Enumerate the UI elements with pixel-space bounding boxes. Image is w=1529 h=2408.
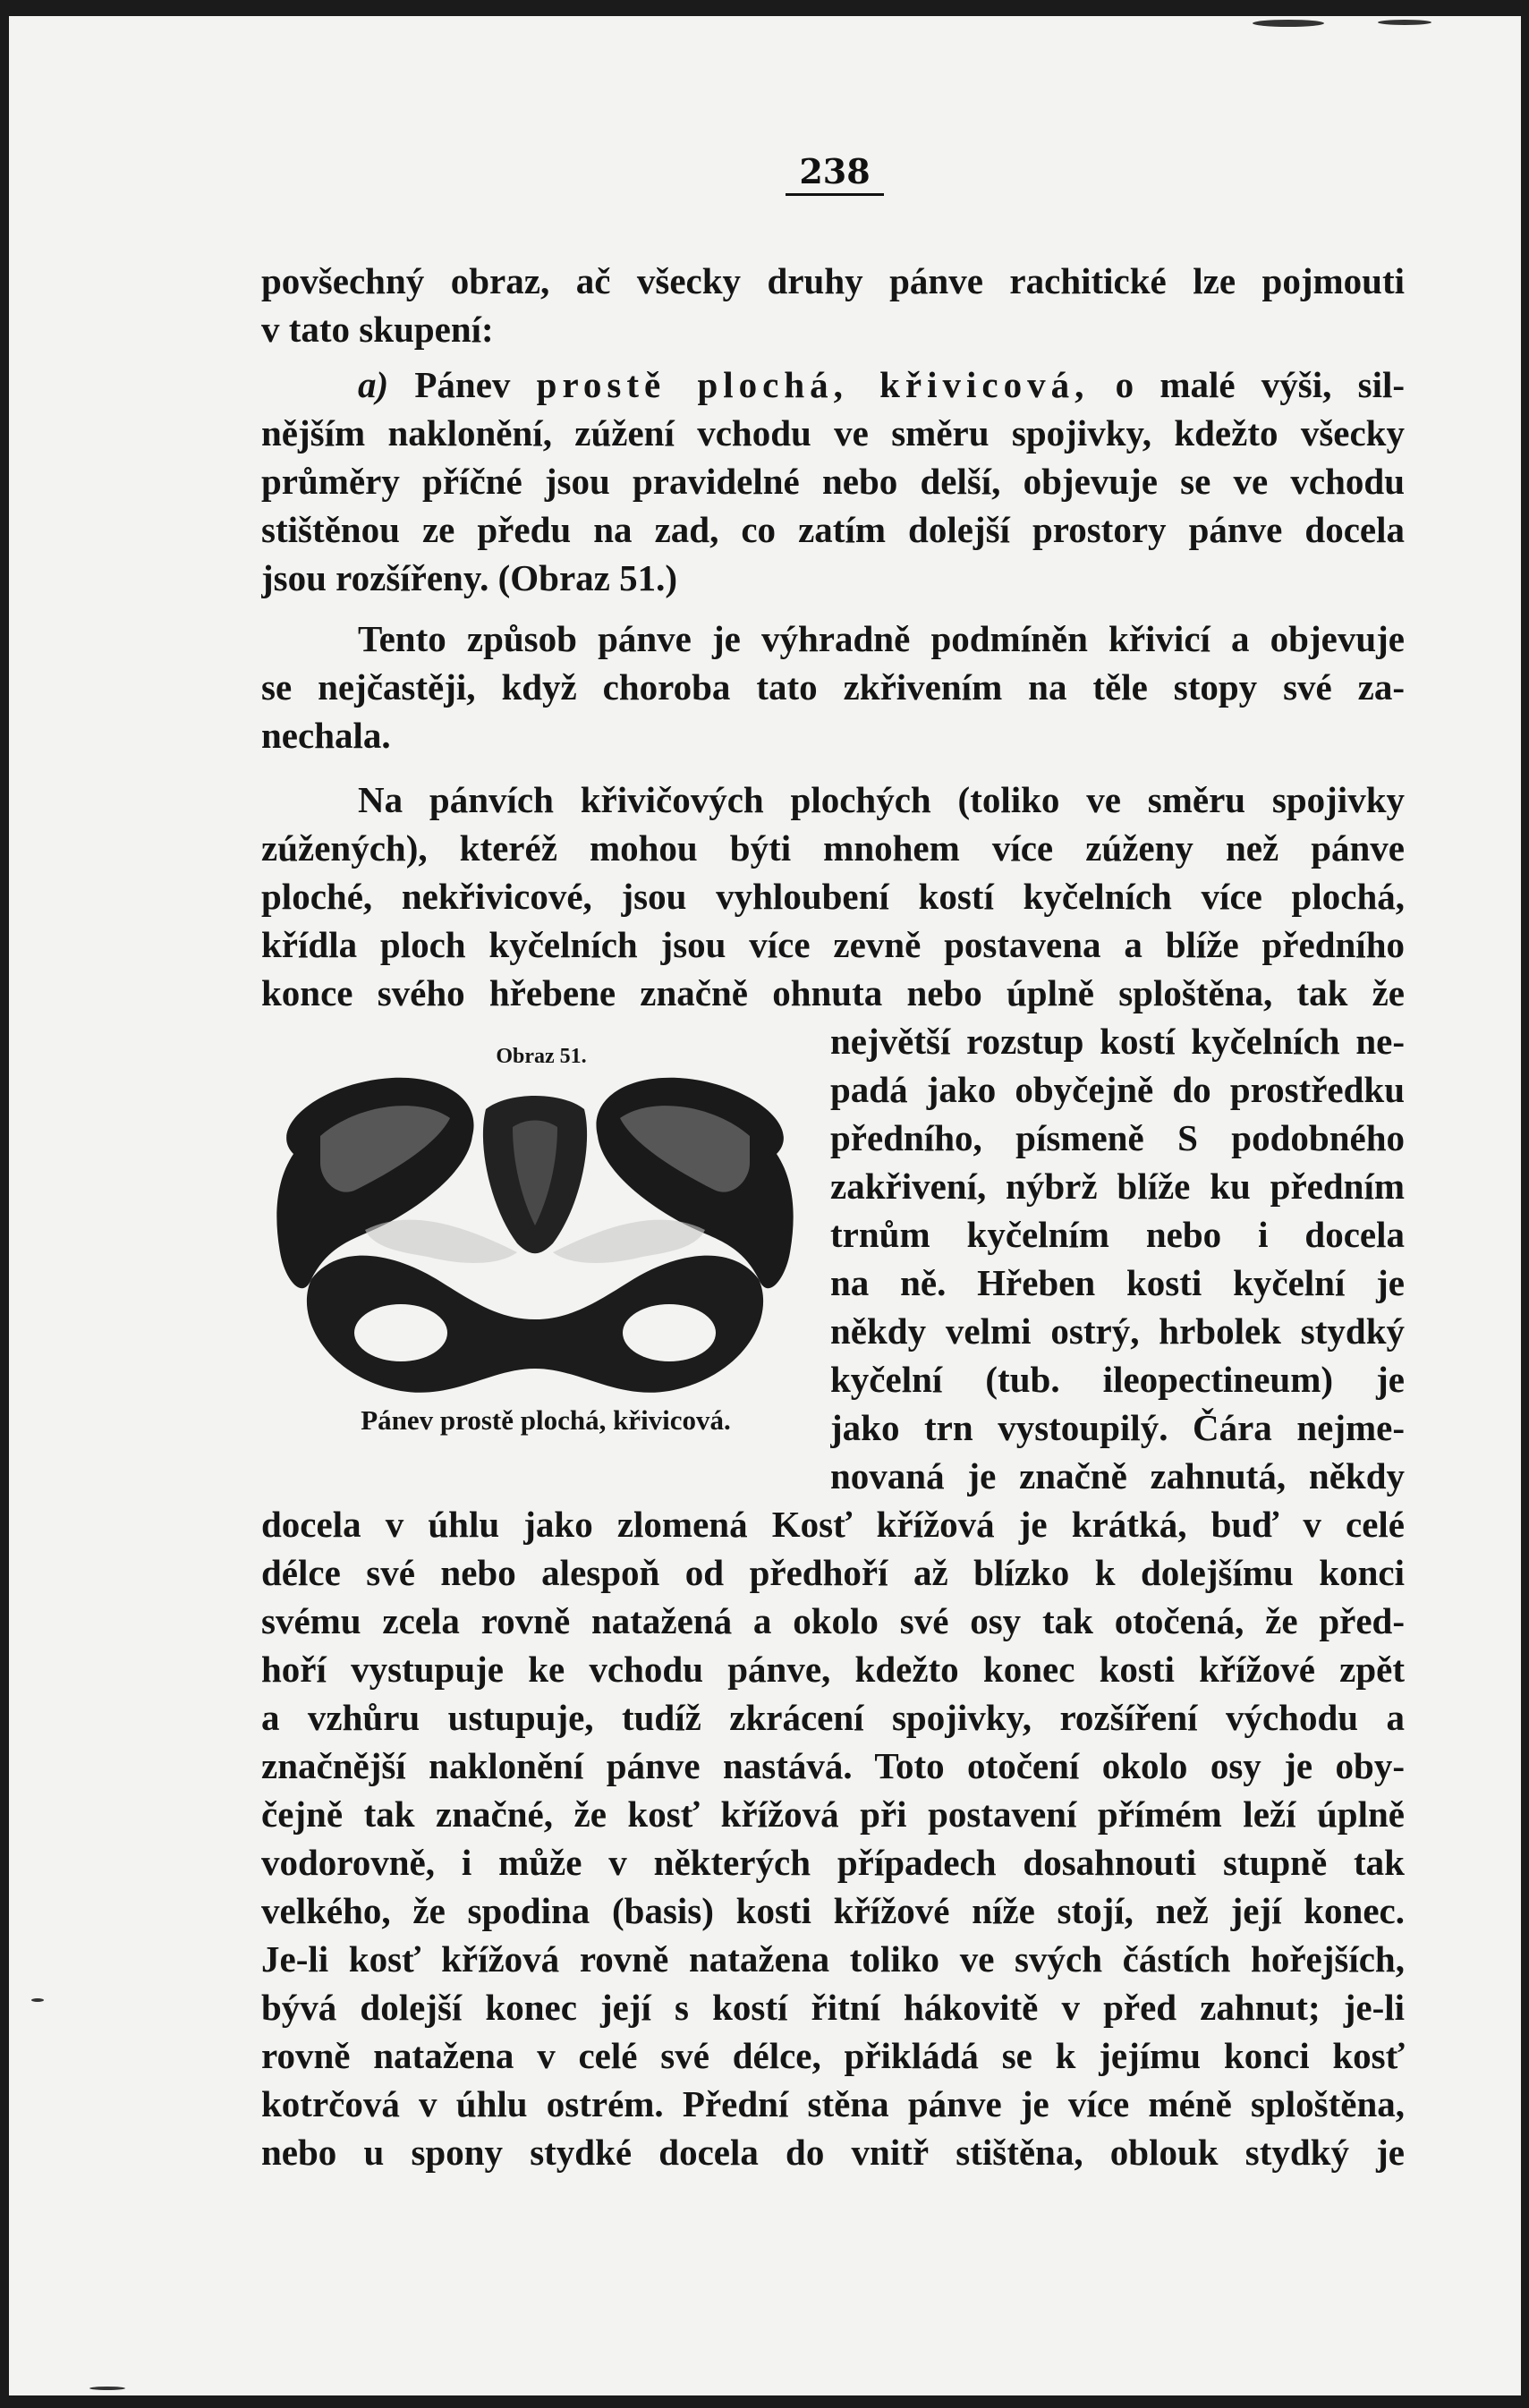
text-line: zakřivení, nýbrž blíže ku předním: [830, 1166, 1405, 1207]
text-line: Je-li kosť křížová rovně natažena toliko ve svých částích hořejších,: [261, 1938, 1405, 1980]
text-line: zúžených), kteréž mohou býti mnohem více zúženy než pánve: [261, 827, 1405, 869]
text-line: povšechný obraz, ač všecky druhy pánve rachitické lze pojmouti: [261, 260, 1405, 301]
text-line: novaná je značně zahnutá, někdy: [830, 1455, 1405, 1497]
scan-speck: [1253, 20, 1324, 27]
text-line: padá jako obyčejně do prostředku: [830, 1069, 1405, 1110]
text-line: hoří vystupuje ke vchodu pánve, kdežto konec kosti křížové zpět: [261, 1649, 1405, 1690]
right-obturator-foramen: [623, 1304, 716, 1361]
text-line: čejně tak značné, že kosť křížová při postavení přímém leží úplně: [261, 1793, 1405, 1835]
text-line: nechala.: [261, 715, 391, 756]
page-number: 238: [786, 152, 884, 196]
scan-speck: [31, 1998, 44, 2002]
text-line: jsou rozšířeny. (Obraz 51.): [261, 557, 677, 598]
list-marker: a): [358, 364, 389, 405]
text-line: trnům kyčelním nebo i docela: [830, 1214, 1405, 1255]
text-line: kotrčová v úhlu ostrém. Přední stěna pánve je více méně sploštěna,: [261, 2083, 1405, 2124]
text-line: vodorovně, i může v některých případech dosahnouti stupně tak: [261, 1842, 1405, 1883]
text-line: jako trn vystoupilý. Čára nejme-: [830, 1407, 1405, 1448]
spaced-term: prostě plochá, křivicová,: [536, 364, 1090, 405]
figure-label: Obraz 51.: [496, 1045, 587, 1068]
scan-speck: [1378, 20, 1431, 25]
text-line: v tato skupení:: [261, 309, 494, 350]
text-line: průměry příčné jsou pravidelné nebo delší, objevuje se ve vchodu: [261, 461, 1405, 502]
text-line: největší rozstup kostí kyčelních ne-: [830, 1021, 1405, 1062]
paragraph-a-first-line: [358, 361, 1405, 410]
left-obturator-foramen: [354, 1304, 447, 1361]
text-line: nějším naklonění, zúžení vchodu ve směru spojivky, kdežto všecky: [261, 412, 1405, 454]
text-line: někdy velmi ostrý, hrbolek stydký: [830, 1310, 1405, 1352]
text-line: ploché, nekřivicové, jsou vyhloubení kostí kyčelních více plochá,: [261, 876, 1405, 917]
text-line: se nejčastěji, když choroba tato zkřivením na těle stopy své za-: [261, 666, 1405, 708]
figure-caption: Pánev prostě plochá, křivicová.: [361, 1404, 731, 1436]
text-line: kyčelní (tub. ileopectineum) je: [830, 1359, 1405, 1400]
text-line: křídla ploch kyčelních jsou více zevně postavena a blíže předního: [261, 924, 1405, 965]
text-line: na ně. Hřeben kosti kyčelní je: [830, 1262, 1405, 1303]
text-line: Tento způsob pánve je výhradně podmíněn křivicí a objevuje: [358, 618, 1405, 659]
text-line: značnější naklonění pánve nastává. Toto otočení okolo osy je oby-: [261, 1745, 1405, 1786]
text-line: svému zcela rovně natažená a okolo své osy tak otočená, že před-: [261, 1600, 1405, 1641]
text-line: velkého, že spodina (basis) kosti křížové níže stojí, než její konec.: [261, 1890, 1405, 1931]
text-line: předního, písmeně S podobného: [830, 1117, 1405, 1158]
text-line: rovně natažena v celé své délce, přikládá se k jejímu konci kosť: [261, 2035, 1405, 2076]
lead-word: Pánev: [414, 364, 511, 405]
text-line: Na pánvích křivičových plochých (toliko ve směru spojivky: [358, 779, 1405, 820]
text-line: a vzhůru ustupuje, tudíž zkrácení spojivky, rozšíření východu a: [261, 1697, 1405, 1738]
scan-speck: [89, 2387, 125, 2390]
text-line: stištěnou ze předu na zad, co zatím dolejší prostory pánve docela: [261, 509, 1405, 550]
line-rest: o malé výši, sil-: [1115, 364, 1405, 405]
text-line: nebo u spony stydké docela do vnitř stištěna, oblouk stydký je: [261, 2132, 1405, 2173]
text-line: délce své nebo alespoň od předhoří až blízko k dolejšímu konci: [261, 1552, 1405, 1593]
text-line: bývá dolejší konec její s kostí řitní hákovitě v před zahnut; je-li: [261, 1987, 1405, 2028]
text-line: docela v úhlu jako zlomená Kosť křížová je krátká, buď v celé: [261, 1504, 1405, 1545]
pelvis-illustration-icon: [258, 1073, 812, 1400]
text-line: konce svého hřebene značně ohnuta nebo úplně sploštěna, tak že: [261, 972, 1405, 1013]
